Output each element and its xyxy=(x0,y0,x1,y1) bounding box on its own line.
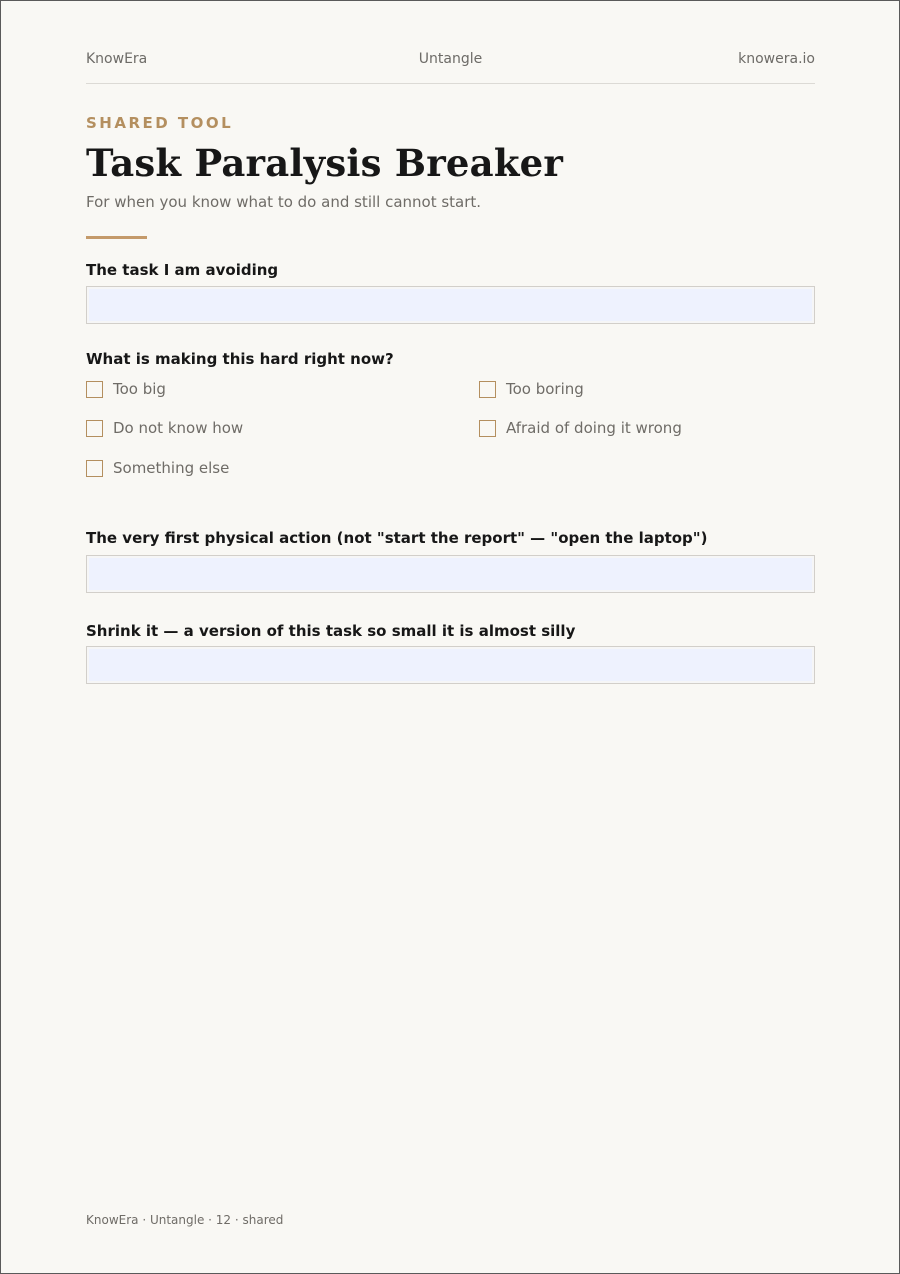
first-action-label: The very first physical action (not "start the report" — "open the laptop") xyxy=(86,529,708,547)
difficulty-label: What is making this hard right now? xyxy=(86,350,394,368)
task-input[interactable] xyxy=(86,286,815,324)
checkbox-icon[interactable] xyxy=(86,381,103,398)
checkbox-label: Too boring xyxy=(506,380,584,398)
checkbox-label: Afraid of doing it wrong xyxy=(506,419,682,437)
shrink-input[interactable] xyxy=(86,646,815,684)
page-header xyxy=(86,51,815,84)
checkbox-label: Something else xyxy=(113,459,230,477)
header-brand: KnowEra xyxy=(86,51,148,67)
first-action-input[interactable] xyxy=(86,555,815,593)
accent-divider xyxy=(86,236,147,239)
checkbox-label: Do not know how xyxy=(113,419,244,437)
checkbox-icon[interactable] xyxy=(479,381,496,398)
checkbox-icon[interactable] xyxy=(86,420,103,437)
shrink-label: Shrink it — a version of this task so small it is almost silly xyxy=(86,622,576,640)
page-footer: KnowEra · Untangle · 12 · shared xyxy=(86,1213,284,1227)
header-section: Untangle xyxy=(418,51,483,67)
page-title: Task Paralysis Breaker xyxy=(86,141,564,185)
checkbox-icon[interactable] xyxy=(479,420,496,437)
checkbox-icon[interactable] xyxy=(86,460,103,477)
task-label: The task I am avoiding xyxy=(86,261,279,279)
checkbox-label: Too big xyxy=(113,380,166,398)
page-subtitle: For when you know what to do and still cannot start. xyxy=(86,193,482,211)
header-site: knowera.io xyxy=(738,51,815,67)
eyebrow-label: SHARED TOOL xyxy=(86,114,234,132)
